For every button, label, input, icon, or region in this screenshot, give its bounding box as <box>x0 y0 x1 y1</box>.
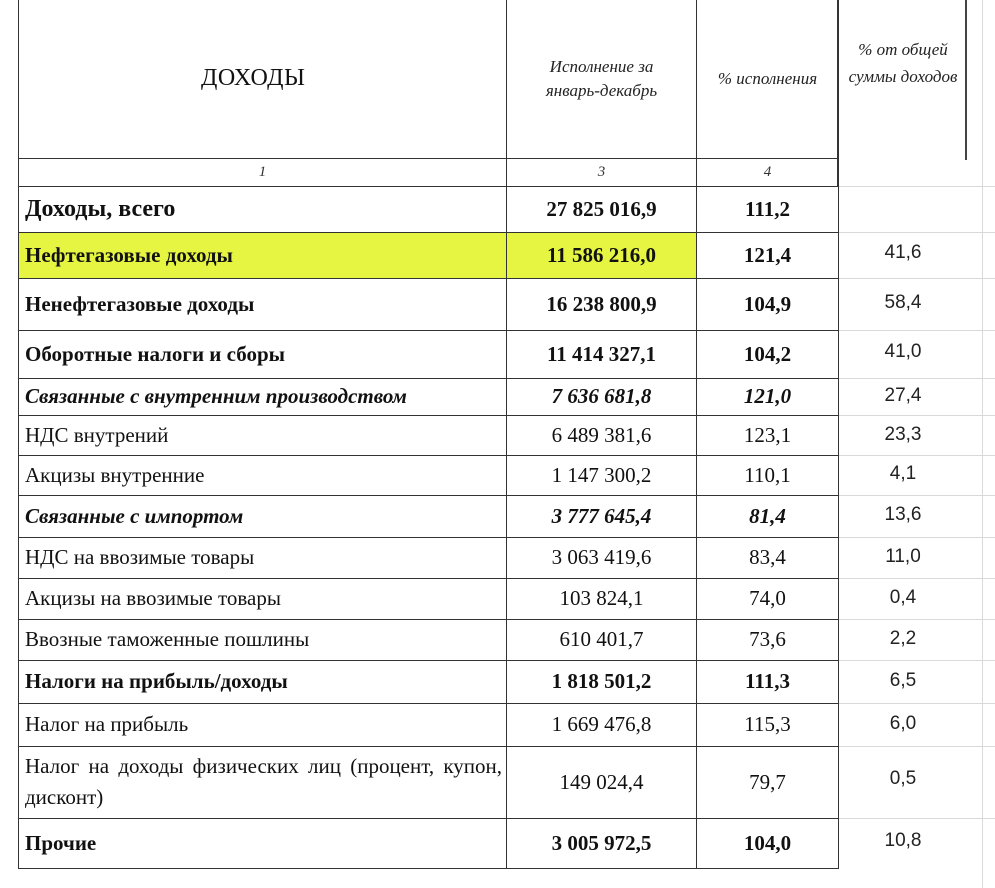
revenue-table <box>18 0 839 869</box>
grid-line <box>838 455 995 456</box>
row-label: Связанные с внутренним производством <box>19 378 507 415</box>
table-row <box>19 578 839 619</box>
table-row <box>19 278 839 330</box>
grid-line <box>838 378 995 379</box>
row-pct-exec: 115,3 <box>697 703 839 746</box>
row-value: 3 005 972,5 <box>507 818 697 868</box>
row-pct-exec: 73,6 <box>697 619 839 660</box>
row-pct-total: 13,6 <box>884 504 922 525</box>
row-label: Акцизы внутренние <box>19 455 507 495</box>
table-row <box>19 415 839 455</box>
index-cell: 3 <box>507 158 697 186</box>
index-row <box>19 158 839 186</box>
row-label: НДС внутрений <box>19 415 507 455</box>
table-row <box>19 186 839 232</box>
row-value: 6 489 381,6 <box>507 415 697 455</box>
row-value: 3 063 419,6 <box>507 537 697 578</box>
row-value: 11 586 216,0 <box>507 232 697 278</box>
table-row <box>19 746 839 818</box>
row-pct-exec: 74,0 <box>697 578 839 619</box>
row-value: 149 024,4 <box>507 746 697 818</box>
row-value: 16 238 800,9 <box>507 278 697 330</box>
row-label: Нефтегазовые доходы <box>19 232 507 278</box>
row-value: 3 777 645,4 <box>507 495 697 537</box>
grid-line <box>838 330 995 331</box>
grid-line <box>838 232 995 233</box>
table-row <box>19 378 839 415</box>
row-value: 610 401,7 <box>507 619 697 660</box>
row-pct-exec: 104,0 <box>697 818 839 868</box>
row-pct-total: 11,0 <box>885 546 921 567</box>
grid-line <box>838 818 995 819</box>
table-row <box>19 619 839 660</box>
table-row <box>19 818 839 868</box>
header-execution: Исполнение за январь-декабрь <box>507 0 697 158</box>
row-label: Связанные с импортом <box>19 495 507 537</box>
table-row <box>19 232 839 278</box>
row-pct-exec: 81,4 <box>697 495 839 537</box>
row-value: 1 818 501,2 <box>507 660 697 703</box>
row-pct-total: 4,1 <box>889 463 917 484</box>
row-label: Оборотные налоги и сборы <box>19 330 507 378</box>
grid-line <box>838 495 995 496</box>
row-pct-total: 0,4 <box>889 587 917 608</box>
header-title: ДОХОДЫ <box>19 0 507 158</box>
column-border <box>837 0 838 186</box>
row-label: НДС на ввозимые товары <box>19 537 507 578</box>
row-pct-total: 27,4 <box>884 385 922 406</box>
row-value: 27 825 016,9 <box>507 186 697 232</box>
row-pct-total: 23,3 <box>884 424 922 445</box>
row-value: 103 824,1 <box>507 578 697 619</box>
row-label: Налог на прибыль <box>19 703 507 746</box>
grid-line <box>838 578 995 579</box>
table-row <box>19 455 839 495</box>
row-pct-total: 2,2 <box>889 628 917 649</box>
row-label: Акцизы на ввозимые товары <box>19 578 507 619</box>
header-row <box>19 0 839 158</box>
row-pct-total: 6,0 <box>889 713 917 734</box>
row-pct-total: 6,5 <box>889 670 917 691</box>
row-label: Доходы, всего <box>19 186 507 232</box>
row-pct-exec: 104,9 <box>697 278 839 330</box>
row-label: Налог на доходы физических лиц (процент, купон, дисконт) <box>19 746 507 818</box>
row-pct-exec: 110,1 <box>697 455 839 495</box>
table-row <box>19 537 839 578</box>
grid-line <box>838 278 995 279</box>
row-label: Ввозные таможенные пошлины <box>19 619 507 660</box>
grid-line <box>982 0 983 888</box>
row-pct-total: 10,8 <box>884 830 922 851</box>
row-pct-total: 41,0 <box>884 341 922 362</box>
grid-line <box>838 660 995 661</box>
row-pct-exec: 123,1 <box>697 415 839 455</box>
row-pct-exec: 83,4 <box>697 537 839 578</box>
table-row <box>19 330 839 378</box>
header-percent-of-total: % от общей суммы доходов <box>848 40 958 86</box>
row-label: Налоги на прибыль/доходы <box>19 660 507 703</box>
grid-line <box>838 619 995 620</box>
row-pct-exec: 111,3 <box>697 660 839 703</box>
row-value: 1 669 476,8 <box>507 703 697 746</box>
header-percent-execution: % исполнения <box>697 0 839 158</box>
row-value: 7 636 681,8 <box>507 378 697 415</box>
row-pct-exec: 111,2 <box>697 186 839 232</box>
row-pct-total: 58,4 <box>884 292 922 313</box>
table-row <box>19 703 839 746</box>
index-cell: 1 <box>19 158 507 186</box>
row-label: Прочие <box>19 818 507 868</box>
grid-line <box>838 746 995 747</box>
grid-line <box>838 703 995 704</box>
row-pct-total: 0,5 <box>889 768 917 789</box>
row-pct-total: 41,6 <box>884 242 922 263</box>
grid-line <box>838 537 995 538</box>
row-value: 11 414 327,1 <box>507 330 697 378</box>
row-label: Ненефтегазовые доходы <box>19 278 507 330</box>
grid-line <box>838 415 995 416</box>
row-pct-exec: 79,7 <box>697 746 839 818</box>
row-pct-exec: 121,4 <box>697 232 839 278</box>
grid-line <box>838 186 995 187</box>
index-cell: 4 <box>697 158 839 186</box>
row-pct-exec: 121,0 <box>697 378 839 415</box>
table-row <box>19 660 839 703</box>
table-row <box>19 495 839 537</box>
row-pct-exec: 104,2 <box>697 330 839 378</box>
row-value: 1 147 300,2 <box>507 455 697 495</box>
